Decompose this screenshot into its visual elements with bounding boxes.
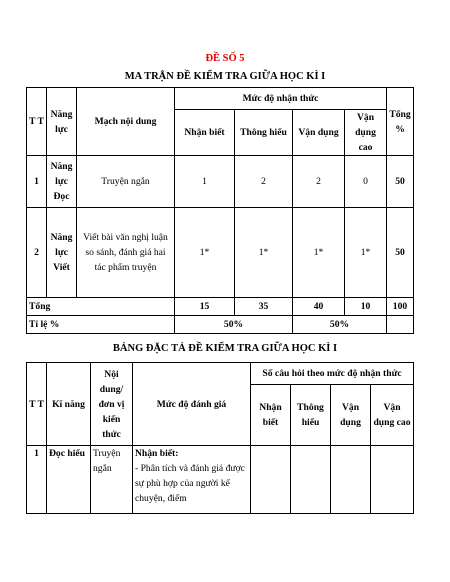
total-th: 35 <box>235 298 293 316</box>
col-tong: Tổng % <box>387 88 414 156</box>
row-nb: 1 <box>175 156 235 208</box>
total-label: Tổng <box>27 298 175 316</box>
row-nang-luc: Năng lực Đọc <box>47 156 77 208</box>
matrix-title: MA TRẬN ĐỀ KIỂM TRA GIỮA HỌC KÌ I <box>124 71 326 82</box>
total-vd: 40 <box>293 298 345 316</box>
col-van-dung: Vận dụng <box>331 385 371 446</box>
ratio-left: 50% <box>175 316 293 334</box>
col-thong-hieu: Thông hiểu <box>235 110 293 156</box>
col-tt: T T <box>27 363 47 446</box>
row-noi-dung: Truyện ngắn <box>77 156 175 208</box>
col-muc-do: Mức độ nhận thức <box>175 88 387 110</box>
col-nhan-biet: Nhận biết <box>175 110 235 156</box>
matrix-table <box>26 87 414 334</box>
row-noi-dung: Viết bài văn nghị luận so sánh, đánh giá hai tác phẩm truyện <box>77 208 175 298</box>
row-th: 1* <box>235 208 293 298</box>
level-heading: Nhận biết: <box>135 448 179 459</box>
ratio-label: Tỉ lệ % <box>27 316 175 334</box>
row-vdc: 0 <box>345 156 387 208</box>
row-vd <box>331 446 371 514</box>
col-mach-noi-dung: Mạch nội dung <box>77 88 175 156</box>
ratio-right: 50% <box>293 316 387 334</box>
spec-table <box>26 362 414 514</box>
total-vdc: 10 <box>345 298 387 316</box>
col-don-vi: Nội dung/ đơn vị kiến thức <box>91 363 133 446</box>
total-row <box>27 298 414 316</box>
row-th <box>291 446 331 514</box>
row-vdc <box>371 446 414 514</box>
col-van-dung: Vận dụng <box>293 110 345 156</box>
row-vd: 1* <box>293 208 345 298</box>
table-row <box>27 156 414 208</box>
row-tong: 50 <box>387 208 414 298</box>
total-tong: 100 <box>387 298 414 316</box>
col-nhan-biet: Nhận biết <box>251 385 291 446</box>
row-ki-nang: Đọc hiểu <box>47 446 91 514</box>
col-muc-do-danh-gia: Mức độ đánh giá <box>133 363 251 446</box>
exam-number: ĐỀ SỐ 5 <box>205 53 245 64</box>
row-tong: 50 <box>387 156 414 208</box>
total-nb: 15 <box>175 298 235 316</box>
row-nb: 1* <box>175 208 235 298</box>
row-th: 2 <box>235 156 293 208</box>
row-tt: 1 <box>27 446 47 514</box>
row-don-vi: Truyện ngắn <box>91 446 133 514</box>
table-row <box>27 446 414 514</box>
col-so-cau-hoi: Số câu hỏi theo mức độ nhận thức <box>251 363 414 385</box>
row-tt: 1 <box>27 156 47 208</box>
ratio-empty <box>387 316 414 334</box>
row-nb <box>251 446 291 514</box>
col-thong-hieu: Thông hiểu <box>291 385 331 446</box>
table-row <box>27 208 414 298</box>
ratio-row <box>27 316 414 334</box>
row-muc-do <box>133 446 251 514</box>
row-vd: 2 <box>293 156 345 208</box>
spec-title: BẢNG ĐẶC TẢ ĐỀ KIỂM TRA GIỮA HỌC KÌ I <box>112 343 338 354</box>
level-description: - Phân tích và đánh giá được sự phù hợp của người kể chuyện, điểm <box>135 463 245 504</box>
row-tt: 2 <box>27 208 47 298</box>
col-tt: T T <box>27 88 47 156</box>
row-nang-luc: Năng lực Viết <box>47 208 77 298</box>
col-van-dung-cao: Vận dụng cao <box>371 385 414 446</box>
col-ki-nang: Kĩ năng <box>47 363 91 446</box>
row-vdc: 1* <box>345 208 387 298</box>
col-van-dung-cao: Vận dụng cao <box>345 110 387 156</box>
col-nang-luc: Năng lực <box>47 88 77 156</box>
